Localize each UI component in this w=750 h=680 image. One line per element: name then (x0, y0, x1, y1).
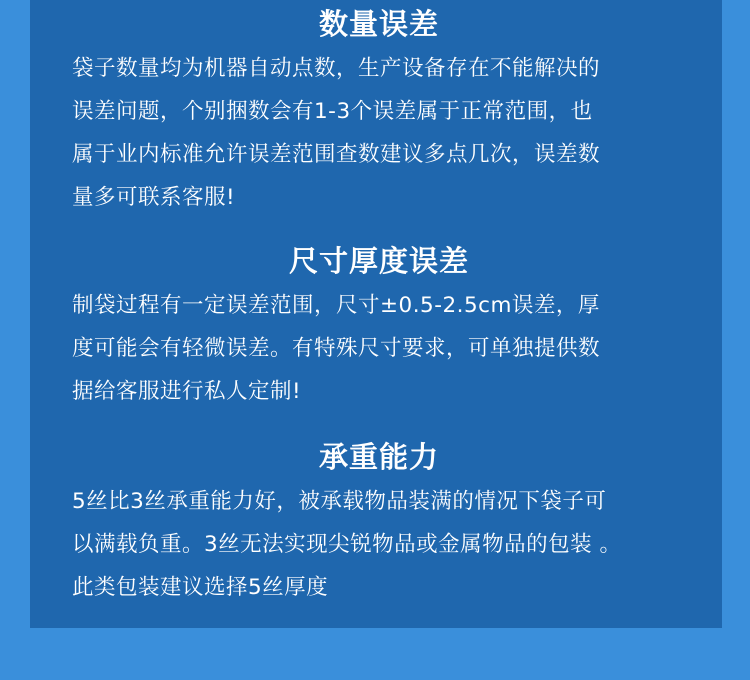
text-line: 制袋过程有一定误差范围，尺寸±0.5-2.5cm误差，厚 (72, 293, 600, 318)
section-body-size-thickness-error (72, 284, 686, 413)
text-line: 此类包装建议选择5丝厚度 (72, 575, 329, 600)
text-line: 5丝比3丝承重能力好，被承载物品装满的情况下袋子可 (72, 489, 607, 514)
section-title-size-thickness-error: 尺寸厚度误差 (288, 244, 469, 278)
text-line: 度可能会有轻微误差。有特殊尺寸要求，可单独提供数 (72, 336, 601, 361)
text-line: 量多可联系客服! (72, 185, 236, 210)
info-panel (30, 0, 722, 628)
text-line: 属于业内标准允许误差范围查数建议多点几次，误差数 (72, 142, 601, 167)
text-line: 误差问题，个别捆数会有1-3个误差属于正常范围，也 (72, 99, 593, 124)
section-body-load-capacity (72, 480, 686, 609)
text-line: 袋子数量均为机器自动点数，生产设备存在不能解决的 (72, 56, 601, 81)
section-body-quantity-error (72, 47, 686, 219)
text-line: 以满载负重。3丝无法实现尖锐物品或金属物品的包装 。 (72, 532, 622, 557)
text-line: 据给客服进行私人定制! (72, 379, 302, 404)
section-title-load-capacity: 承重能力 (318, 440, 439, 474)
section-title-quantity-error: 数量误差 (318, 7, 439, 41)
